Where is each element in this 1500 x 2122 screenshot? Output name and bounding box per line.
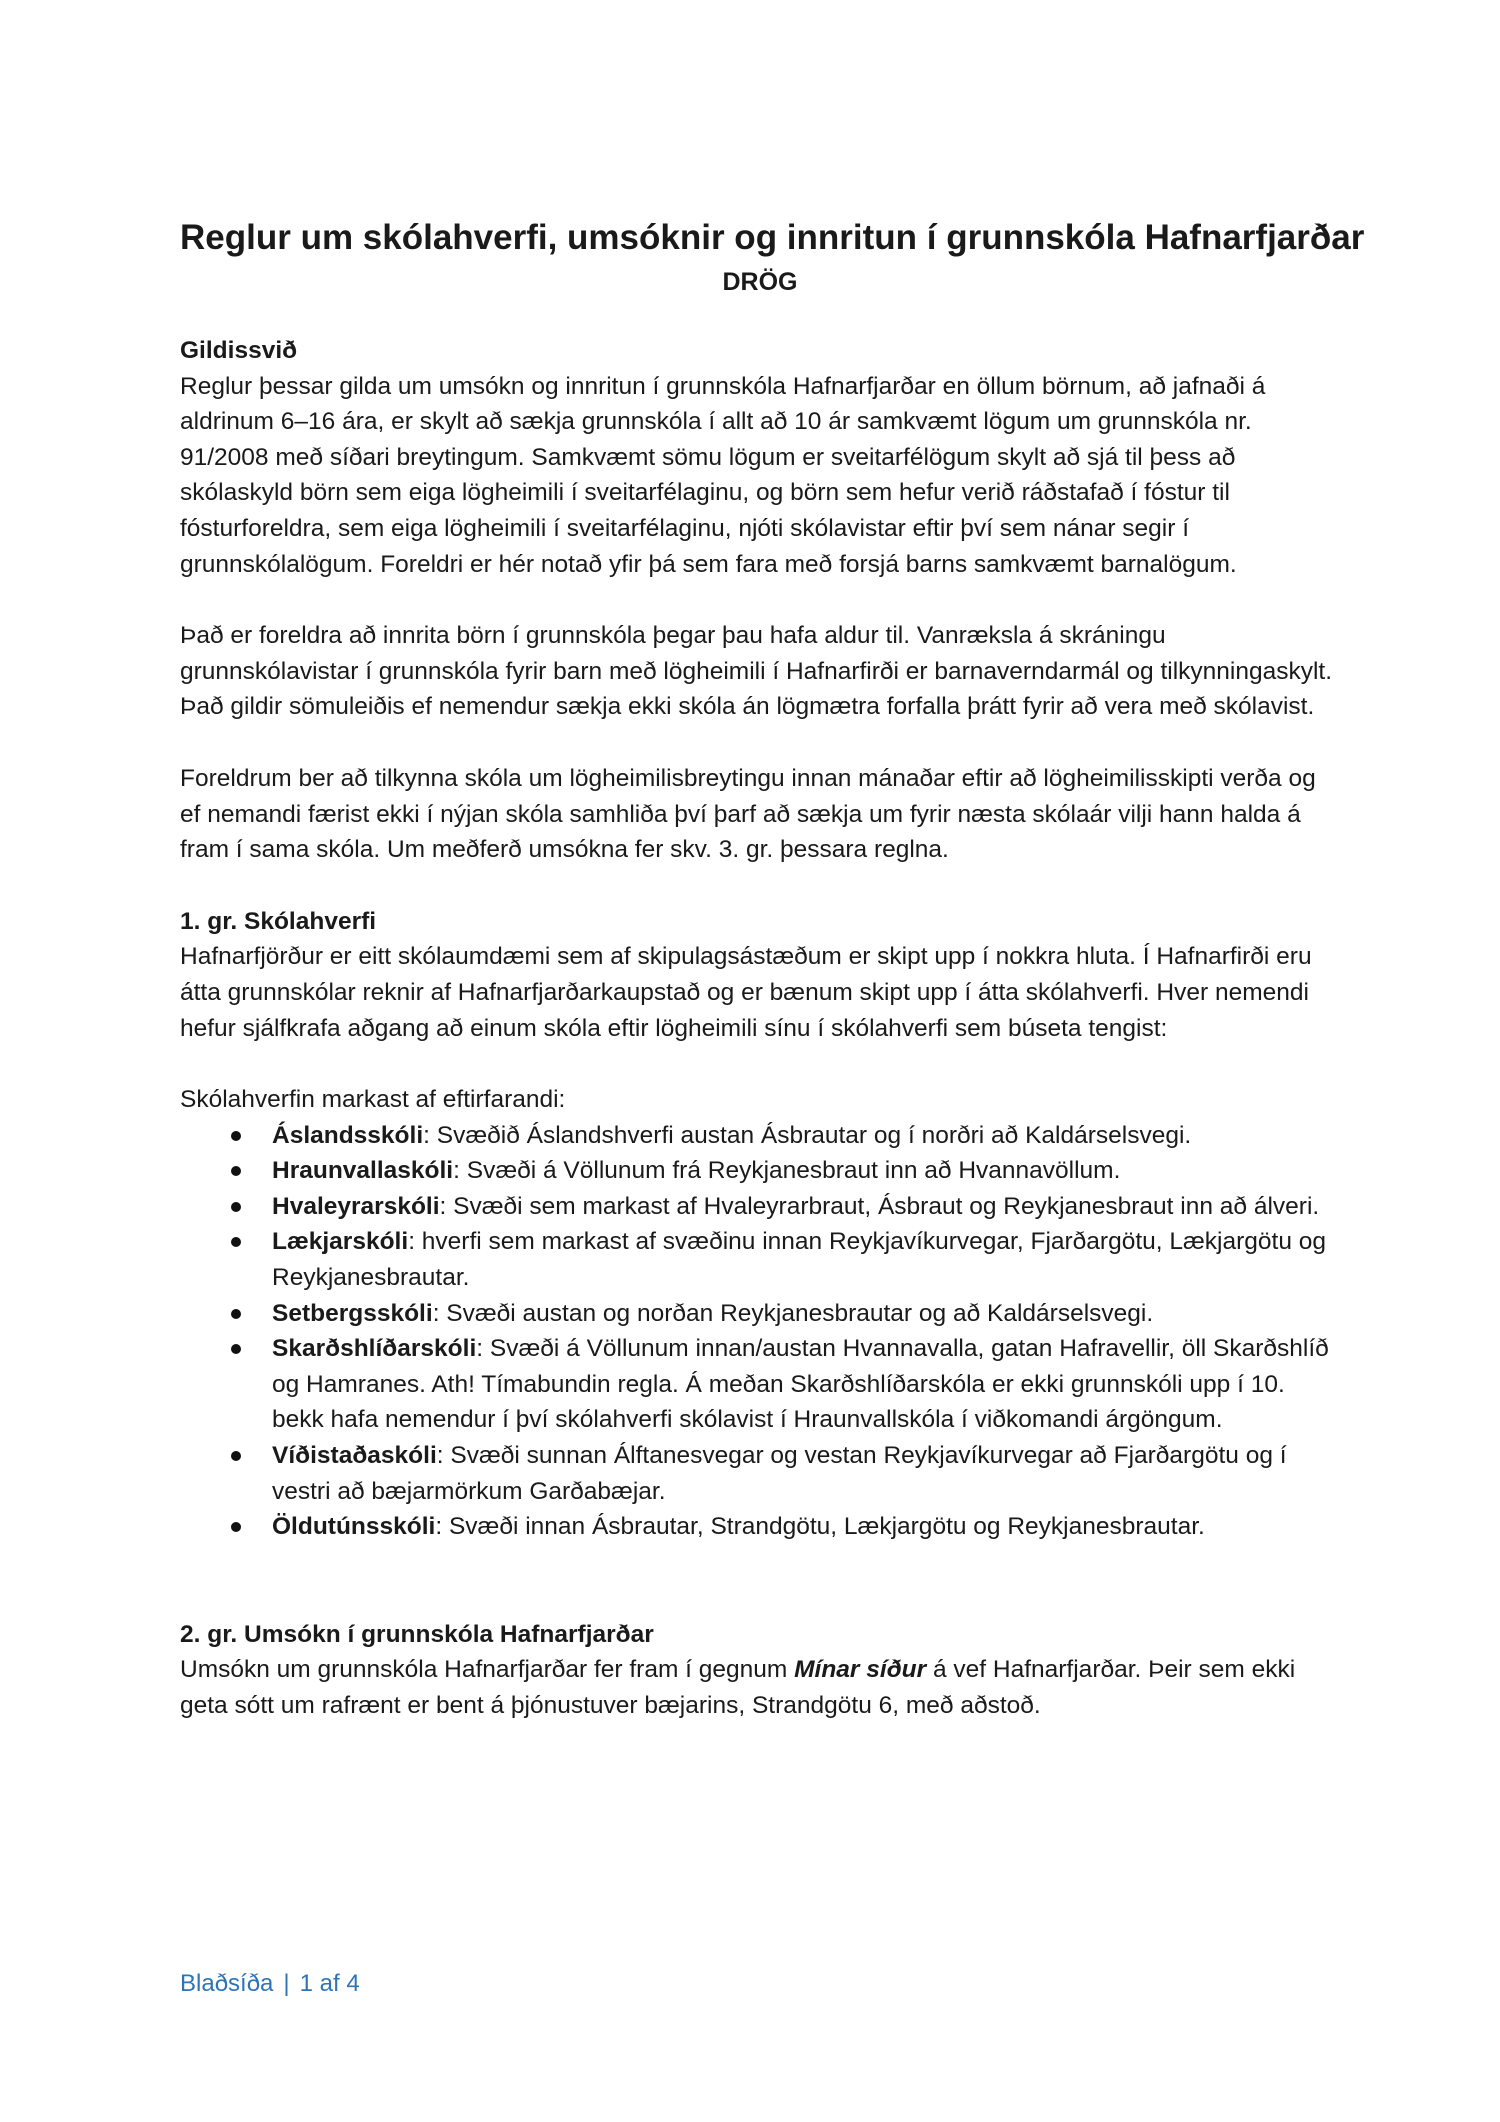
list-item xyxy=(180,1224,1340,1295)
school-name: Lækjarskóli xyxy=(272,1228,409,1256)
scope-paragraph-2: Það er foreldra að innrita börn í grunnskóla þegar þau hafa aldur til. Vanræksla á skráningu grunnskólavistar í grunnskóla fyrir barn með lögheimili í Hafnarfirði er barnaverndarmál og tilkynningaskylt. Það gildir sömuleiðis ef nemendur sækja ekki skóla án lögmætra forfalla þrátt fyrir að vera með skólavist. xyxy=(180,622,1333,721)
document-title: Reglur um skólahverfi, umsóknir og innritun í grunnskóla Hafnarfjarðar xyxy=(180,218,1365,257)
list-item xyxy=(180,1153,1340,1189)
document-body xyxy=(180,333,1340,1724)
my-pages-link-text: Mínar síður xyxy=(794,1656,927,1684)
document-subtitle: DRÖG xyxy=(722,268,798,296)
school-description: : Svæði á Völlunum innan/austan Hvannavalla, gatan Hafravellir, öll Skarðshlíð og Hamranes. Ath! Tímabundin regla. Á meðan Skarðshlíðarskóla er ekki grunnskóli upp í 10. bekk hafa nemendur í því skólahverfi skólavist í Hraunvallskóla í viðkomandi árgöngum. xyxy=(272,1335,1329,1434)
article-2-heading: 2. gr. Umsókn í grunnskóla Hafnarfjarðar xyxy=(180,1620,654,1648)
list-item xyxy=(180,1438,1340,1509)
list-item xyxy=(180,1189,1340,1225)
school-description: : Svæði sunnan Álftanesvegar og vestan Reykjavíkurvegar að Fjarðargötu og í vestri að bæjarmörkum Garðabæjar. xyxy=(272,1442,1287,1505)
school-name: Skarðshlíðarskóli xyxy=(272,1335,477,1363)
scope-heading: Gildissvið xyxy=(180,337,298,364)
footer-separator: | xyxy=(283,1970,290,1997)
footer-page-number: 1 af 4 xyxy=(299,1970,360,1997)
school-name: Setbergsskóli xyxy=(272,1299,433,1327)
school-name: Víðistaðaskóli xyxy=(272,1442,437,1470)
scope-paragraph-3: Foreldrum ber að tilkynna skóla um lögheimilisbreytingu innan mánaðar eftir að lögheimilisskipti verða og ef nemandi færist ekki í nýjan skóla samhliða því þarf að sækja um fyrir næsta skólaár vilji hann halda á fram í sama skóla. Um meðferð umsókna fer skv. 3. gr. þessara reglna. xyxy=(180,764,1316,864)
article-2-text-before: Umsókn um grunnskóla Hafnarfjarðar fer fram í gegnum xyxy=(180,1656,795,1684)
page-footer xyxy=(180,1970,360,1998)
school-description: : Svæði á Völlunum frá Reykjanesbraut inn að Hvannavöllum. xyxy=(453,1157,1121,1185)
school-description: : Svæði austan og norðan Reykjanesbrautar og að Kaldárselsvegi. xyxy=(432,1299,1154,1327)
list-item xyxy=(180,1509,1340,1545)
school-description: : Svæðið Áslandshverfi austan Ásbrautar og í norðri að Kaldárselsvegi. xyxy=(423,1121,1192,1149)
article-1-paragraph: Hafnarfjörður er eitt skólaumdæmi sem af skipulagsástæðum er skipt upp í nokkra hluta. Í Hafnarfirði eru átta grunnskólar reknir af Hafnarfjarðarkaupstað og er bænum skipt upp í átta skólahverfi. Hver nemendi hefur sjálfkrafa aðgang að einum skóla eftir lögheimili sínu í skólahverfi sem búseta tengist: xyxy=(180,943,1312,1042)
school-name: Hvaleyrarskóli xyxy=(272,1192,440,1220)
school-name: Öldutúnsskóli xyxy=(272,1513,436,1541)
list-item xyxy=(180,1118,1340,1154)
footer-page-label: Blaðsíða xyxy=(180,1970,274,1997)
school-name: Hraunvallaskóli xyxy=(272,1157,454,1185)
school-description: : Svæði innan Ásbrautar, Strandgötu, Lækjargötu og Reykjanesbrautar. xyxy=(435,1513,1205,1541)
school-district-list xyxy=(180,1118,1340,1545)
article-2-text-after: á vef Hafnarfjarðar. Þeir sem ekki geta sótt um rafrænt er bent á þjónustuver bæjarins, Strandgötu 6, með aðstoð. xyxy=(180,1656,1296,1719)
article-1-heading: 1. gr. Skólahverfi xyxy=(180,907,377,935)
school-list-intro: Skólahverfin markast af eftirfarandi: xyxy=(180,1086,566,1114)
school-description: : hverfi sem markast af svæðinu innan Reykjavíkurvegar, Fjarðargötu, Lækjargötu og Reykjanesbrautar. xyxy=(272,1228,1327,1292)
scope-paragraph-1: Reglur þessar gilda um umsókn og innritun í grunnskóla Hafnarfjarðar en öllum börnum, að jafnaði á aldrinum 6–16 ára, er skylt að sækja grunnskóla í allt að 10 ár samkvæmt lögum um grunnskóla nr. 91/2008 með síðari breytingum. Samkvæmt sömu lögum er sveitarfélögum skylt að sjá til þess að skólaskyld börn sem eiga lögheimili í sveitarfélaginu, og börn sem hefur verið ráðstafað í fóstur til fósturforeldra, sem eiga lögheimili í sveitarfélaginu, njóti skólavistar eftir því sem nánar segir í grunnskólalögum. Foreldri er hér notað yfir þá sem fara með forsjá barns samkvæmt barnalögum. xyxy=(180,372,1266,578)
list-item xyxy=(180,1296,1340,1332)
article-2-paragraph xyxy=(180,1652,1340,1723)
school-name: Áslandsskóli xyxy=(272,1121,424,1149)
school-description: : Svæði sem markast af Hvaleyrarbraut, Ásbraut og Reykjanesbraut inn að álveri. xyxy=(439,1192,1320,1220)
list-item xyxy=(180,1331,1340,1438)
